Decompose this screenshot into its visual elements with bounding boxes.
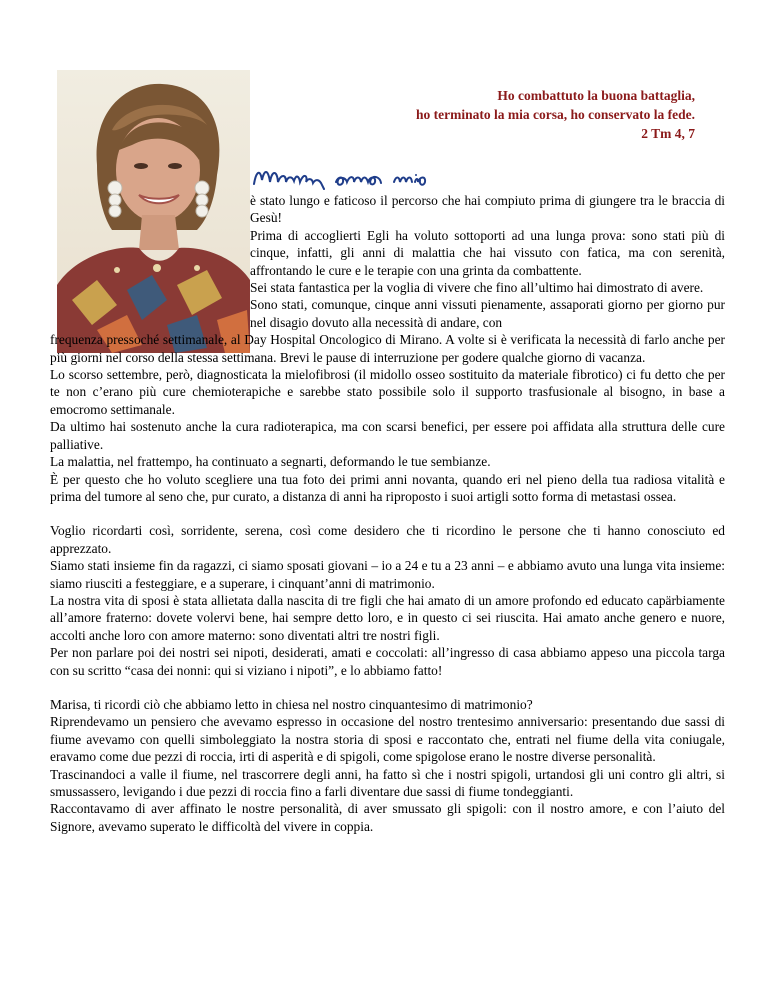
paragraph: Riprendevamo un pensiero che avevamo espresso in occasione del nostro trentesimo anniversario: presentando due sassi di fiume avevamo con quelli simboleggiato la nostra storia di sposi e raccontato che, entrati nel fiume della vita coniugale, eravamo come due pezzi di roccia, irti di asperità e di spigoli, come spigolose erano le nostre diverse personalità. xyxy=(50,714,725,765)
paragraph: Marisa, ti ricordi ciò che abbiamo letto in chiesa nel nostro cinquantesimo di matrimonio? xyxy=(50,696,533,712)
paragraph: Siamo stati insieme fin da ragazzi, ci siamo sposati giovani – io a 24 e tu a 23 anni – e abbiamo avuto una lunga vita insieme: siamo riusciti a festeggiare, e a superare, i cinquant’anni di matrimonio. xyxy=(50,558,725,591)
paragraph: La nostra vita di sposi è stata allietata dalla nascita di tre figli che hai amato di un amore profondo ed educato capärbiamente all’amore fraterno: dovete volervi bene, hai sempre detto loro, e in questo ci sei riuscita. Hai amato anche genero e nuore, accolti anche loro con amore materno: sono diventati altri tre nostri figli. xyxy=(50,592,725,643)
signature xyxy=(250,158,440,194)
epigraph-line-2: ho terminato la mia corsa, ho conservato la fede. xyxy=(416,107,695,122)
paragraph: Sono stati, comunque, cinque anni vissuti pienamente, assaporati giorno per giorno pur nel disagio dovuto alla necessità di andare, con xyxy=(250,297,725,330)
epigraph xyxy=(416,86,695,143)
paragraph: Da ultimo hai sostenuto anche la cura radioterapica, ma con scarsi benefici, per essere poi affidata alla struttura delle cure palliative. xyxy=(50,419,725,452)
paragraph: La malattia, nel frattempo, ha continuato a segnarti, deformando le tue sembianze. xyxy=(50,454,491,470)
paragraph: Trascinandoci a valle il fiume, nel trascorrere degli anni, ha fatto sì che i nostri spigoli, urtandosi gli uni contro gli altri, si smussassero, levigando i due pezzi di roccia fino a farli diventare due sassi di fiume tondeggianti. xyxy=(50,766,725,799)
epigraph-line-1: Ho combattuto la buona battaglia, xyxy=(497,88,695,103)
paragraph: Voglio ricordarti così, sorridente, serena, così come desidero che ti ricordino le persone che ti hanno conosciuto ed apprezzato. xyxy=(50,523,725,556)
epigraph-reference: 2 Tm 4, 7 xyxy=(641,126,695,141)
paragraph: è stato lungo e faticoso il percorso che hai compiuto prima di giungere tra le braccia di Gesù! xyxy=(250,193,725,226)
paragraph: Prima di accoglierti Egli ha voluto sottoporti ad una lunga prova: sono stati più di cinque, infatti, gli anni di malattia che hai vissuto con fatica, ma con serenità, affrontando le cure e le terapie con una grinta da combattente. xyxy=(250,227,725,278)
paragraph: Lo scorso settembre, però, diagnosticata la mielofibrosi (il midollo osseo sostituito da materiale fibrotico) ci fu detto che per te non c’erano più cure chemioterapiche e sarebbe stato possibile solo il supporto trasfusionale al bisogno, in base a emocromo settimanale. xyxy=(50,367,725,417)
paragraph: È per questo che ho voluto scegliere una tua foto dei primi anni novanta, quando eri nel pieno della tua radiosa vitalità e prima del tumore al seno che, pur curato, a distanza di anni ha riproposto i suoi artigli sotto forma di metastasi ossea. xyxy=(50,471,725,504)
paragraph: frequenza pressoché settimanale, al Day Hospital Oncologico di Mirano. A volte si è verificata la necessità di farlo anche per più giorni nel corso della stessa settimana. Brevi le pause di interruzione per godere qualche giorno di vacanza. xyxy=(50,332,725,365)
paragraph: Raccontavamo di aver affinato le nostre personalità, di aver smussato gli spigoli: con il nostro amore, e con l’aiuto del Signore, avevamo superato le difficoltà del vivere in coppia. xyxy=(50,801,725,834)
paragraph: Per non parlare poi dei nostri sei nipoti, desiderati, amati e coccolati: all’ingresso di casa abbiamo appeso una piccola targa con su scritto “casa dei nonni: qui si viziano i nipoti”, e lo abbiamo fatto! xyxy=(50,645,725,678)
paragraph: Sei stata fantastica per la voglia di vivere che fino all’ultimo hai dimostrato di avere. xyxy=(250,280,704,296)
letter-body xyxy=(50,192,725,835)
